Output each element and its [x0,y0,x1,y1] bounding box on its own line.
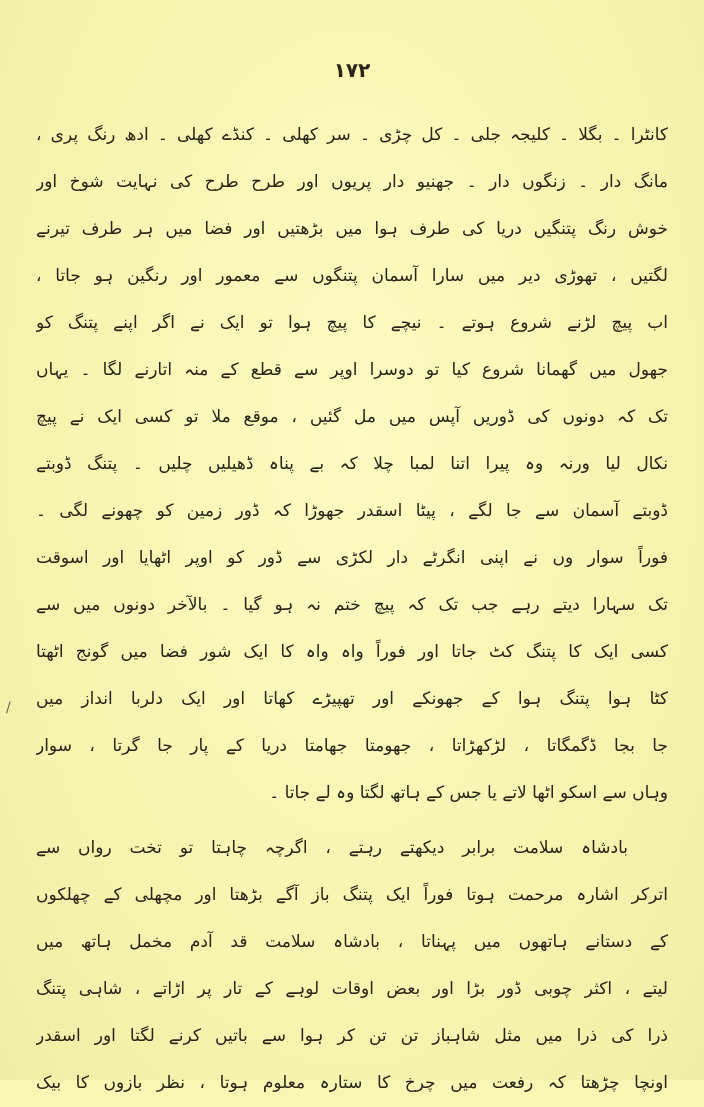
text-line: اونچا چڑھتا کہ رفعت میں چرخ کا ستارہ معلوم ہوتا ، نظر بازوں کا بیک [36,1073,668,1093]
text-line: وہاں سے اسکو اٹھا لاتے یا جس کے ہاتھ لگتا وہ لے جاتا ۔ [269,783,668,803]
text-line: اب پیچ لڑنے شروع ہوتے ۔ نیچے کا پیچ ہوا تو ایک نے اگر اپنے پتنگ کو [36,313,668,333]
text-line: بادشاہ سلامت برابر دیکھتے رہتے ، اگرچہ چاہتا تو تخت رواں سے [36,838,628,858]
text-line: ڈوبتے آسمان سے جا لگے ، پیٹا اسقدر جھوڑا کہ ڈور زمین کو چھونے لگی ۔ [36,501,668,521]
page-number: ۱۷۲ [333,58,371,82]
paragraph [36,825,668,1107]
text-line: فوراً سوار وں نے اپنی انگرٹے دار لکڑی سے ڈور کو اوپر اٹھایا اور اسوقت [36,548,668,568]
text-line: مانگ دار ۔ زنگوں دار ۔ جھنیو دار پریوں اور طرح طرح کی نہایت شوخ اور [36,172,668,192]
text-line: خوش رنگ پتنگیں دریا کی طرف ہوا میں بڑھتیں اور فضا میں ہر طرف تیرنے [36,219,668,239]
text-line: تک کہ دونوں کی ڈوریں آپس میں مل گئیں ، موقع ملا تو کسی ایک نے پیچ [36,407,668,427]
text-line: کسی ایک کا پتنگ کٹ جاتا اور فوراً واہ واہ کا ایک شور فضا میں گونج اٹھتا [36,642,668,662]
text-line: لیتے ، اکثر چوبی ڈور بڑا اور بعض اوقات لوہے کے تار پر اڑاتے ، شاہی پتنگ [36,979,668,999]
text-line: نکال لیا ورنہ وہ پیرا اتنا لمبا چلا کہ بے پناہ ڈھیلیں چلیں ۔ پتنگ ڈوبتے [36,454,668,474]
text-line: تک سہارا دیتے رہے جب تک کہ پیچ ختم نہ ہو گیا ۔ بالآخر دونوں میں سے [36,595,668,615]
text-line: جھول میں گھمانا شروع کیا تو دوسرا اوپر سے قطع کے منہ اتارنے لگا ۔ یہاں [36,360,668,380]
text-line: اترکر اشارہ مرحمت ہوتا فوراً ایک پتنگ باز آگے بڑھتا اور مچھلی کے چھلکوں [36,885,668,905]
paragraph [36,112,668,817]
body-text [36,112,668,1107]
text-line: لگتیں ، تھوڑی دیر میں سارا آسمان پتنگوں سے معمور اور رنگین ہو جاتا ، [36,266,668,286]
text-line: کانٹرا ۔ بگلا ۔ کلیجہ جلی ۔ کل چڑی ۔ سر کھلی ۔ کنڈے کھلی ۔ ادھ رنگ پری ، [36,125,668,145]
text-line: کٹا ہوا پتنگ ہوا کے جھونکے اور تھپیڑے کھاتا اور ایک دلربا انداز میں [36,689,668,709]
text-line: کے دستانے ہاتھوں میں پہناتا ، بادشاہ سلامت قد آدم مخمل ہاتھ میں [36,932,668,952]
text-line: جا بجا ڈگمگاتا ، لڑکھڑاتا ، جھومتا جھامتا دریا کے پار جا گرتا ، سوار [36,736,668,756]
text-line: ذرا کی ذرا میں مثل شاہباز تن تن کر ہوا سے باتیں کرنے لگتا اور اسقدر [36,1026,668,1046]
margin-mark: / [6,700,11,716]
